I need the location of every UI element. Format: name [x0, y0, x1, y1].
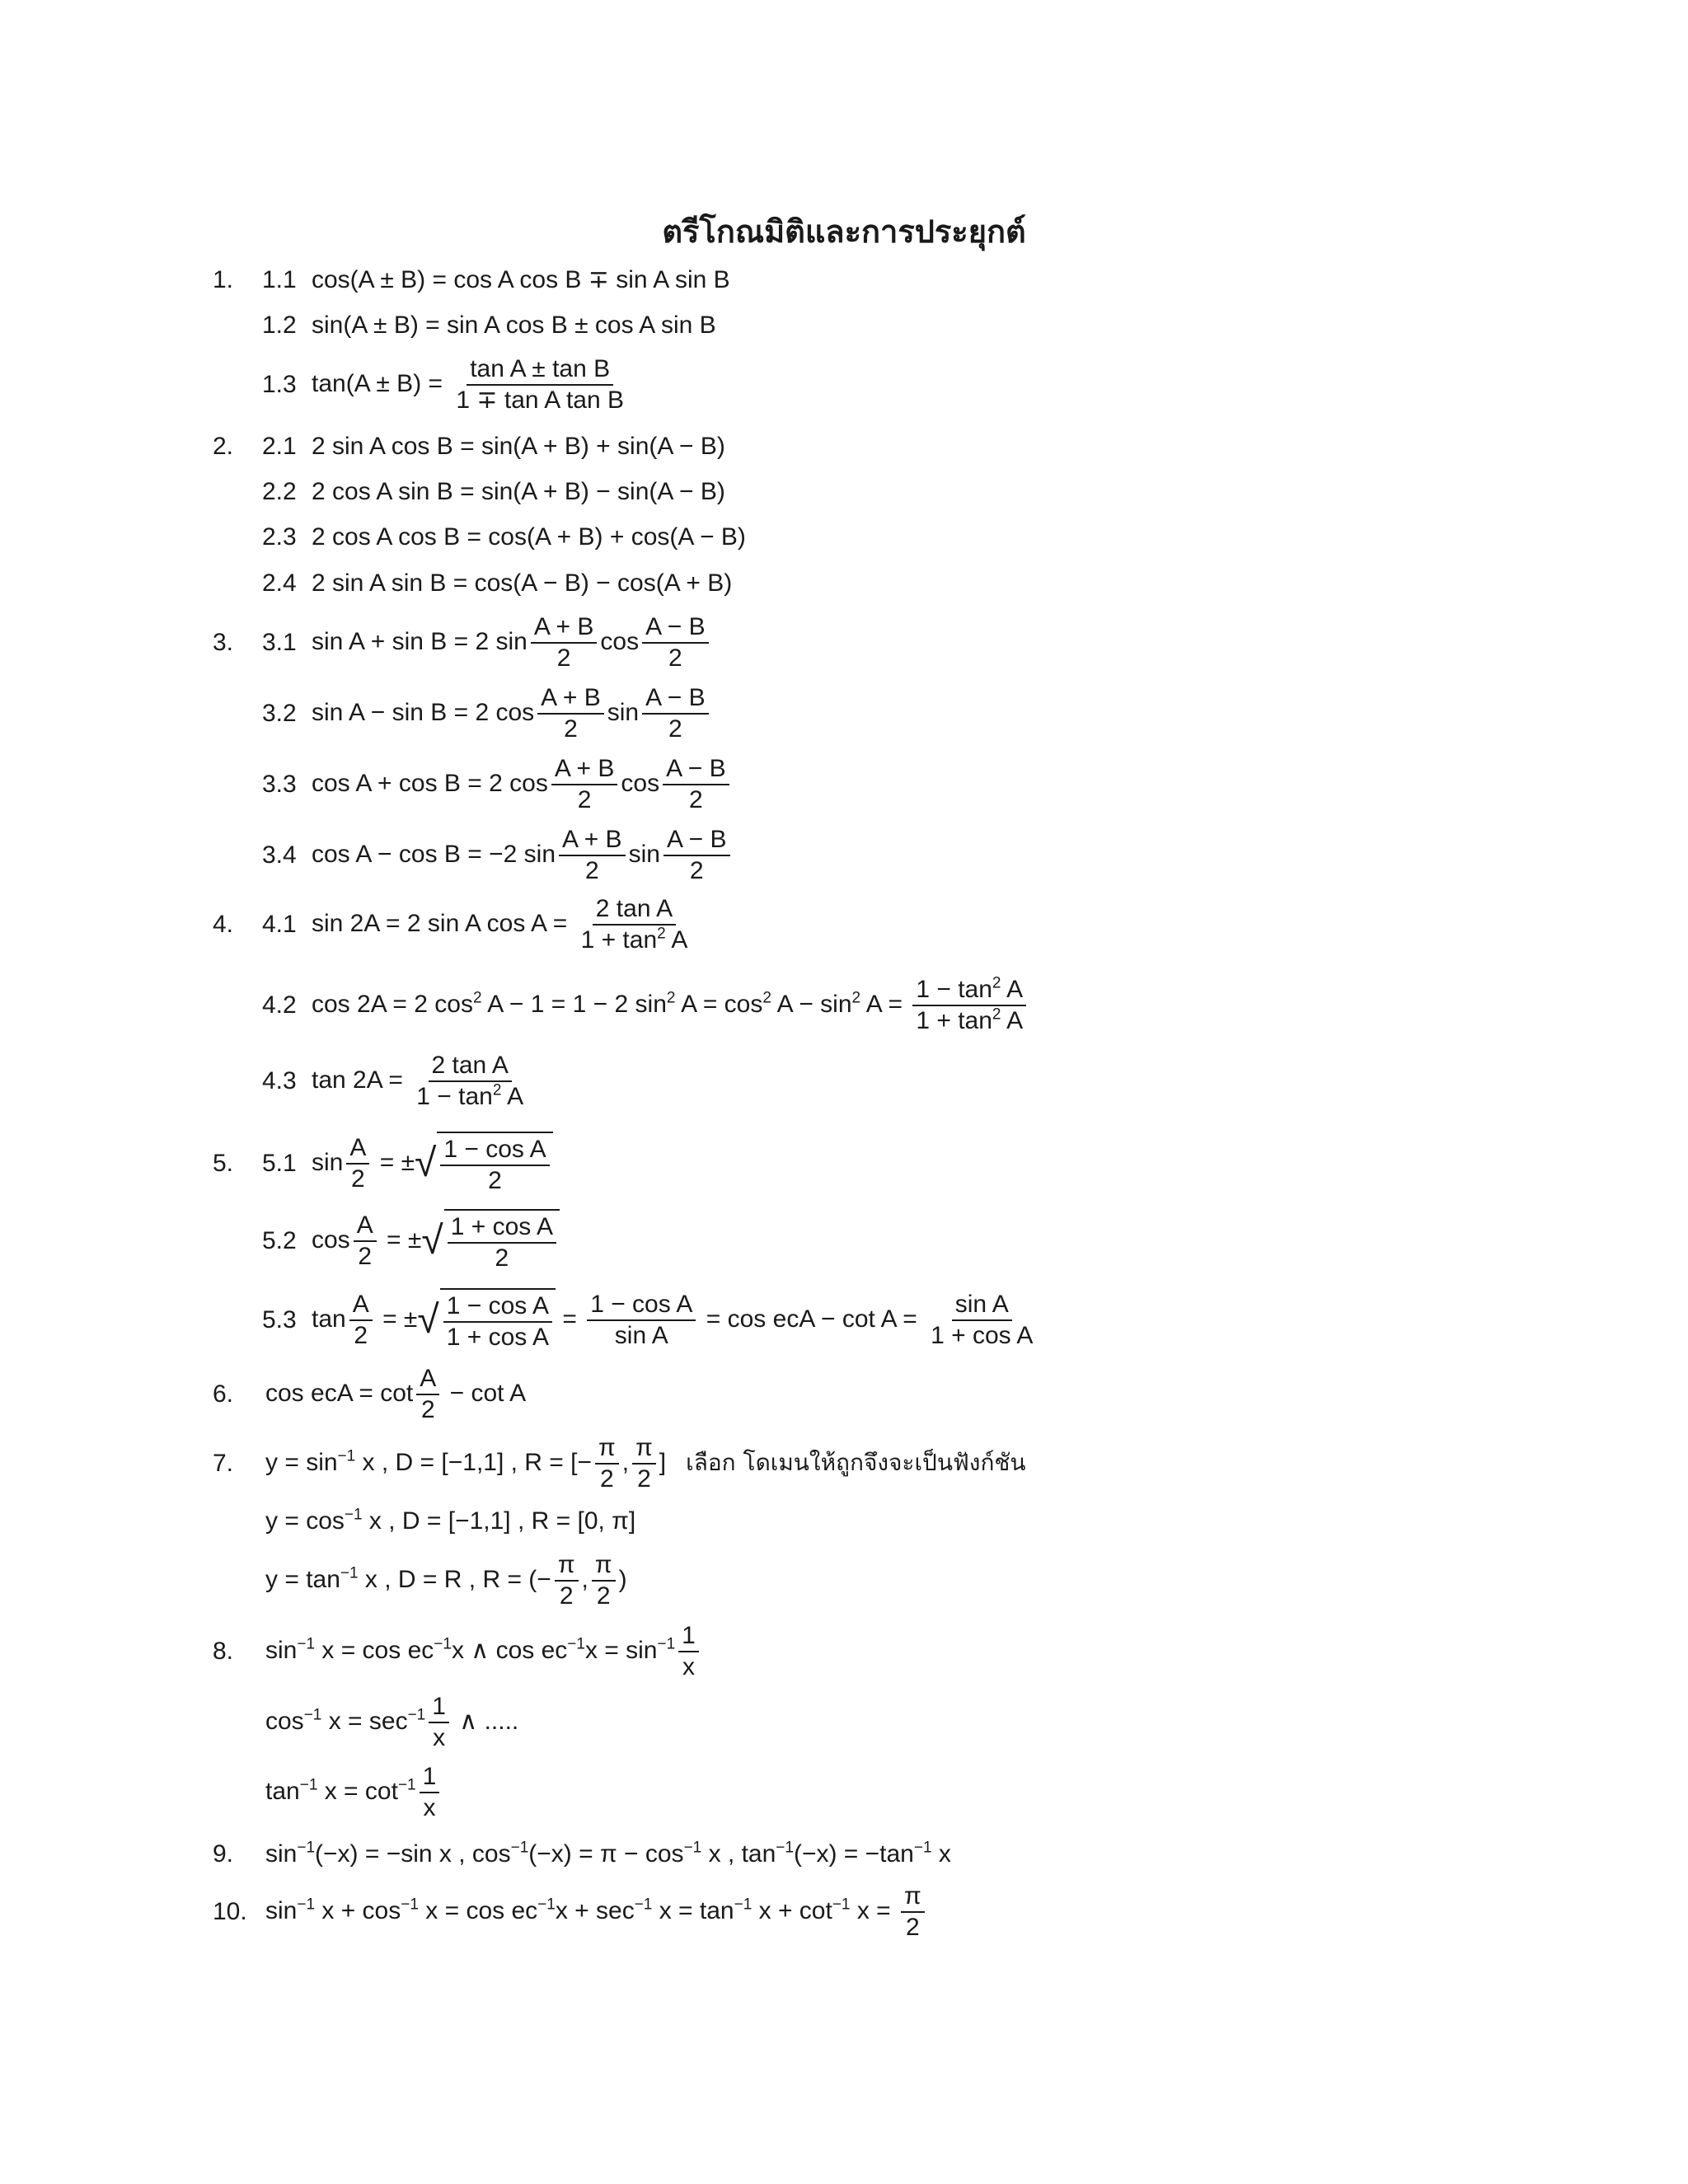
sub-number: 2.3	[262, 523, 297, 551]
formula: tan(A ± B) = $\frac{\text{tan A ± tan B}}{\text{1 ∓ tan A tan B}}$	[312, 354, 631, 415]
square-root: √ $\frac{\text{1 + cos A}}{2}$	[421, 1209, 560, 1273]
item-number: 1.	[213, 266, 234, 293]
formula: sin $\frac{A}{2}$ = ± √ $\frac{\text{1 − cos A}}{2}$	[312, 1132, 553, 1196]
sub-number: 3.3	[262, 771, 297, 798]
formula: cos ecA = cot $\frac{A}{2}$ − cot A	[265, 1365, 527, 1423]
formula: cos(A ± B) = cos A cos B ∓ sin A sin B	[312, 266, 730, 293]
item-number: 6.	[213, 1380, 234, 1408]
sub-number: 1.3	[262, 371, 297, 398]
page-title: ตรีโกณมิติและการประยุกต์	[662, 213, 1026, 250]
formula: 2 cos A sin B = sin(A + B) − sin(A − B)	[312, 478, 725, 505]
sub-number: 2.1	[262, 433, 297, 460]
formula: $y = \tan^{-1} x$ , D = R , R = (− $\frac{\pi}{2}$ , $\frac{\pi}{2}$ )	[265, 1551, 627, 1610]
formula: $\tan^{-1} x = \cot^{-1}$ $\frac{1}{x}$	[265, 1762, 443, 1823]
formula: cos A − cos B = −2 sin $\frac{A + B}{2}$ sin $\frac{A - B}{2}$	[312, 825, 734, 886]
sub-number: 3.4	[262, 841, 297, 869]
formula: $\cos^{-1} x = \sec^{-1}$ $\frac{1}{x}$ ∧ .....	[265, 1693, 519, 1751]
formula: tan 2A = $\frac{\text{2 tan A}}{1 - \tan^2 A}$	[312, 1052, 524, 1110]
item-number: 5.	[213, 1150, 234, 1177]
fraction: $\frac{\text{tan A ± tan B}}{\text{1 ∓ tan A tan B}}$	[456, 355, 624, 414]
formula: $\sin^{-1}(-x) = -\sin$ x , $\cos^{-1}(-x) = \pi - \cos^{-1} x$ , $\tan^{-1}(-x) = -\tan^{-1}$ x	[265, 1839, 951, 1868]
sub-number: 4.3	[262, 1067, 297, 1094]
thai-note: เลือก โดเมนให้ถูกจึงจะเป็นฟังก์ชัน	[686, 1448, 1026, 1476]
sub-number: 2.2	[262, 478, 297, 505]
item-number: 10.	[213, 1898, 247, 1925]
sub-number: 4.1	[262, 911, 297, 938]
sub-number: 5.3	[262, 1306, 297, 1333]
item-number: 2.	[213, 433, 234, 460]
sub-number: 1.2	[262, 312, 297, 339]
sub-number: 5.1	[262, 1150, 297, 1177]
formula: sin A + sin B = 2 sin $\frac{A + B}{2}$ cos $\frac{A - B}{2}$	[312, 612, 712, 673]
formula: cos 2A = 2 $\cos^2 A - 1 = 1 - 2$ $\sin^2 A = \cos^2 A - \sin^2 A$ = $\frac{1 - \tan^2 A}{1 + \tan^2 A}$	[312, 975, 1029, 1036]
formula: sin A − sin B = 2 cos $\frac{A + B}{2}$ sin $\frac{A - B}{2}$	[312, 683, 712, 744]
sub-number: 3.2	[262, 700, 297, 727]
item-number: 7.	[213, 1450, 234, 1477]
sub-number: 3.1	[262, 629, 297, 656]
formula: $\sin^{-1} x = \cos ec^{-1}x$ ∧ $\cos ec^{-1}x = \sin^{-1}$ $\frac{1}{x}$	[265, 1621, 702, 1682]
formula: cos $\frac{A}{2}$ = ± √ $\frac{\text{1 + cos A}}{2}$	[312, 1209, 560, 1273]
square-root: √ $\frac{\text{1 − cos A}}{\text{1 + cos A}}$	[417, 1288, 556, 1352]
item-number: 3.	[213, 629, 234, 656]
formula: 2 sin A sin B = cos(A − B) − cos(A + B)	[312, 569, 733, 597]
formula: sin(A ± B) = sin A cos B ± cos A sin B	[312, 312, 716, 339]
sub-number: 5.2	[262, 1227, 297, 1254]
item-number: 8.	[213, 1638, 234, 1665]
item-number: 9.	[213, 1840, 234, 1868]
formula: $y = \cos^{-1} x$ , D = [−1,1] , R = [0, π]	[265, 1506, 636, 1535]
sub-number: 2.4	[262, 569, 297, 597]
square-root: √ $\frac{\text{1 − cos A}}{2}$	[415, 1132, 553, 1196]
formula: sin 2A = 2 sin A cos A = $\frac{\text{2 tan A}}{1 + \tan^2 A}$	[312, 895, 688, 954]
sub-number: 1.1	[262, 266, 297, 293]
formula: 2 sin A cos B = sin(A + B) + sin(A − B)	[312, 433, 725, 460]
sub-number: 4.2	[262, 991, 297, 1019]
item-number: 4.	[213, 911, 234, 938]
formula: 2 cos A cos B = cos(A + B) + cos(A − B)	[312, 523, 746, 551]
formula: $y = \sin^{-1} x$ , D = [−1,1] , R = [− $\frac{\pi}{2}$ , $\frac{\pi}{2}$ ] เลือก โดเมนให้ถูกจึงจะเป็นฟังก์ชัน	[265, 1434, 1026, 1493]
formula: tan $\frac{A}{2}$ = ± √ $\frac{\text{1 − cos A}}{\text{1 + cos A}}$ = $\frac{\text{1 − cos A}}{\text{sin A}}$ = cos ecA − cot A = $\frac{\text{sin A}}{\text{1 + cos A}}$	[312, 1288, 1039, 1352]
formula: $\sin^{-1} x + \cos^{-1} x = \cos ec^{-1}x + \sec^{-1} x = \tan^{-1} x + \cot^{-1} x$ = $\frac{\pi}{2}$	[265, 1882, 928, 1943]
formula: cos A + cos B = 2 cos $\frac{A + B}{2}$ cos $\frac{A - B}{2}$	[312, 754, 733, 815]
